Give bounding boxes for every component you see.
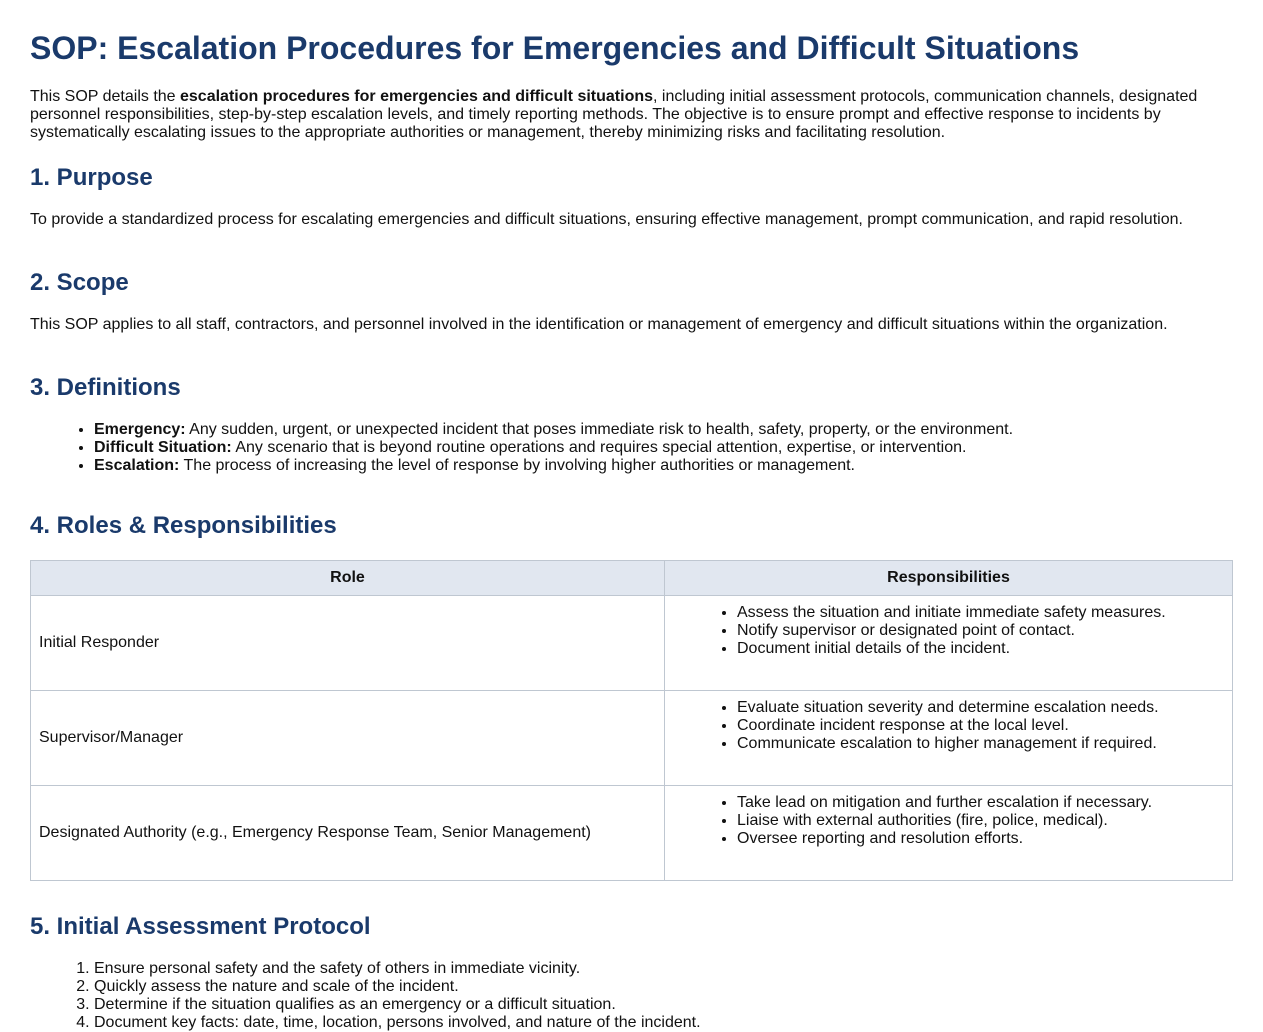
- role-cell: Supervisor/Manager: [31, 691, 665, 786]
- definition-text: Any sudden, urgent, or unexpected incident that poses immediate risk to health, safety, property, or the environment.: [185, 421, 1014, 438]
- intro-text-start: This SOP details the: [30, 88, 180, 105]
- scope-heading: 2. Scope: [30, 269, 129, 296]
- assessment-steps-list: [30, 960, 1233, 1032]
- role-cell: Designated Authority (e.g., Emergency Response Team, Senior Management): [31, 786, 665, 881]
- responsibility-item: • Liaise with external authorities (fire, police, medical).: [737, 812, 1224, 830]
- definition-term: Escalation:: [94, 457, 180, 474]
- purpose-text: To provide a standardized process for escalating emergencies and difficult situations, ensuring effective management, prompt communication, and rapid resolution.: [30, 211, 1183, 228]
- responsibility-item: • Document initial details of the incident.: [737, 640, 1224, 658]
- responsibilities-cell: [665, 786, 1233, 881]
- column-header-role: Role: [31, 561, 665, 596]
- table-row: [31, 596, 1233, 691]
- definitions-heading: 3. Definitions: [30, 374, 181, 401]
- responsibility-item: • Communicate escalation to higher management if required.: [737, 735, 1224, 753]
- responsibility-item: • Oversee reporting and resolution efforts.: [737, 830, 1224, 848]
- assessment-step: 1. Ensure personal safety and the safety of others in immediate vicinity.: [94, 960, 1233, 978]
- table-row: [31, 691, 1233, 786]
- assessment-step: 2. Quickly assess the nature and scale of the incident.: [94, 978, 1233, 996]
- purpose-heading: 1. Purpose: [30, 164, 153, 191]
- column-header-responsibilities: Responsibilities: [665, 561, 1233, 596]
- responsibility-item: • Coordinate incident response at the local level.: [737, 717, 1224, 735]
- responsibilities-cell: [665, 691, 1233, 786]
- definitions-list: [30, 421, 1233, 475]
- responsibility-item: • Evaluate situation severity and determine escalation needs.: [737, 699, 1224, 717]
- page-title: SOP: Escalation Procedures for Emergencies and Difficult Situations: [30, 30, 1080, 66]
- role-cell: Initial Responder: [31, 596, 665, 691]
- responsibilities-cell: [665, 596, 1233, 691]
- intro-text-bold: escalation procedures for emergencies and difficult situations: [180, 88, 654, 105]
- assessment-step: 4. Document key facts: date, time, location, persons involved, and nature of the incident.: [94, 1014, 1233, 1032]
- intro-paragraph: [30, 88, 1233, 142]
- intro-text-end: , including initial assessment protocols, communication channels, designated personnel responsibilities, step-by-step escalation levels, and timely reporting methods. The objective is to ensure prompt and effective response to incidents by systematically escalating issues to the appropriate authorities or management, thereby minimizing risks and facilitating resolution.: [30, 88, 1198, 141]
- roles-heading: 4. Roles & Responsibilities: [30, 512, 337, 539]
- roles-table: [30, 560, 1233, 881]
- definition-item: [94, 421, 1233, 439]
- definition-item: [94, 457, 1233, 475]
- responsibility-item: • Assess the situation and initiate immediate safety measures.: [737, 604, 1224, 622]
- table-header-row: [31, 561, 1233, 596]
- assessment-heading: 5. Initial Assessment Protocol: [30, 913, 371, 940]
- definition-text: The process of increasing the level of response by involving higher authorities or management.: [179, 457, 855, 474]
- responsibility-item: • Take lead on mitigation and further escalation if necessary.: [737, 794, 1224, 812]
- responsibilities-list: [673, 794, 1224, 848]
- definition-term: Emergency:: [94, 421, 186, 438]
- responsibilities-list: [673, 604, 1224, 658]
- responsibilities-list: [673, 699, 1224, 753]
- definition-term: Difficult Situation:: [94, 439, 232, 456]
- scope-text: This SOP applies to all staff, contractors, and personnel involved in the identification or management of emergency and difficult situations within the organization.: [30, 316, 1168, 333]
- definition-text: Any scenario that is beyond routine operations and requires special attention, expertise, or intervention.: [231, 439, 967, 456]
- table-row: [31, 786, 1233, 881]
- responsibility-item: • Notify supervisor or designated point of contact.: [737, 622, 1224, 640]
- assessment-step: 3. Determine if the situation qualifies as an emergency or a difficult situation.: [94, 996, 1233, 1014]
- definition-item: [94, 439, 1233, 457]
